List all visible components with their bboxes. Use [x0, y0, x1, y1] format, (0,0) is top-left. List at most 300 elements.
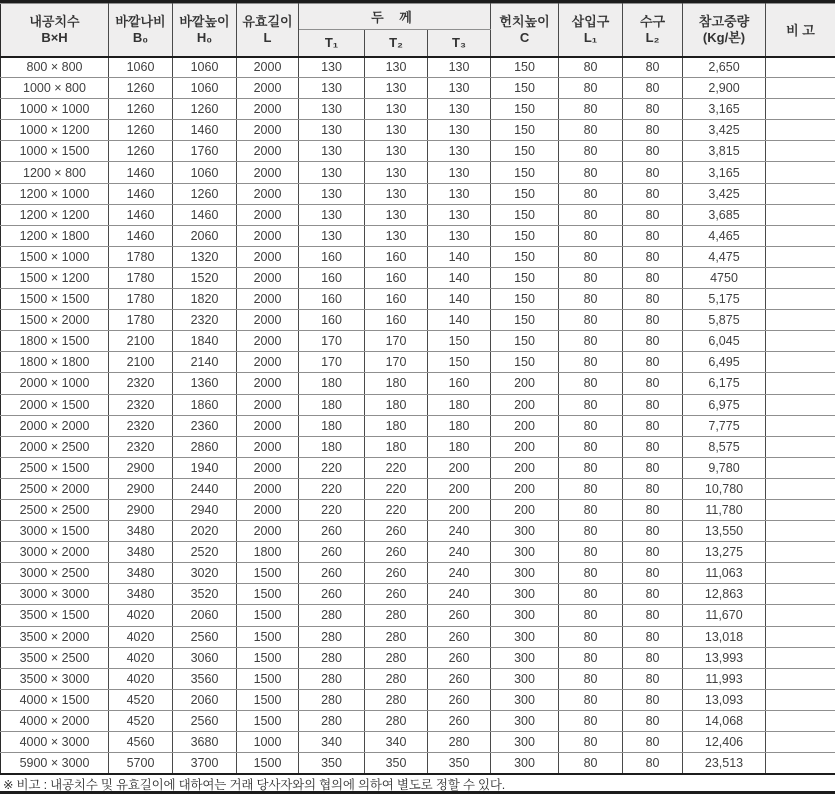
cell-l2: 80 [623, 183, 683, 204]
cell-t1: 170 [299, 352, 365, 373]
cell-c: 300 [491, 563, 559, 584]
cell-t3: 140 [428, 246, 491, 267]
cell-t1: 180 [299, 394, 365, 415]
cell-size: 3000 × 2500 [1, 563, 109, 584]
table-row [1, 668, 835, 689]
cell-remarks [766, 331, 835, 352]
header-remarks: 비 고 [766, 4, 835, 57]
cell-t3: 260 [428, 626, 491, 647]
cell-weight: 11,993 [683, 668, 766, 689]
cell-t1: 130 [299, 183, 365, 204]
cell-remarks [766, 204, 835, 225]
table-row [1, 99, 835, 120]
cell-b0: 1260 [109, 99, 173, 120]
cell-weight: 8,575 [683, 436, 766, 457]
cell-c: 150 [491, 310, 559, 331]
cell-t3: 130 [428, 162, 491, 183]
cell-t3: 140 [428, 289, 491, 310]
cell-weight: 13,093 [683, 689, 766, 710]
cell-remarks [766, 415, 835, 436]
cell-l1: 80 [559, 141, 623, 162]
cell-c: 150 [491, 204, 559, 225]
cell-weight: 6,495 [683, 352, 766, 373]
cell-b0: 2320 [109, 373, 173, 394]
cell-weight: 9,780 [683, 457, 766, 478]
cell-l1: 80 [559, 689, 623, 710]
cell-remarks [766, 394, 835, 415]
cell-t2: 260 [365, 542, 428, 563]
cell-l1: 80 [559, 204, 623, 225]
cell-b0: 3480 [109, 521, 173, 542]
cell-h0: 2440 [173, 478, 237, 499]
cell-c: 300 [491, 668, 559, 689]
header-size-symbol: B×H [41, 29, 68, 45]
cell-size: 1800 × 1800 [1, 352, 109, 373]
cell-t2: 260 [365, 521, 428, 542]
spec-table [0, 3, 835, 775]
table-row [1, 436, 835, 457]
cell-remarks [766, 647, 835, 668]
cell-remarks [766, 373, 835, 394]
table-row [1, 352, 835, 373]
cell-remarks [766, 542, 835, 563]
cell-remarks [766, 267, 835, 288]
cell-c: 150 [491, 352, 559, 373]
cell-t3: 180 [428, 436, 491, 457]
cell-c: 150 [491, 246, 559, 267]
cell-weight: 12,406 [683, 732, 766, 753]
cell-c: 300 [491, 753, 559, 774]
cell-t1: 180 [299, 415, 365, 436]
header-weight-unit: (Kg/본) [702, 29, 746, 45]
cell-t3: 130 [428, 141, 491, 162]
cell-l1: 80 [559, 457, 623, 478]
cell-weight: 11,063 [683, 563, 766, 584]
cell-h0: 2940 [173, 499, 237, 520]
cell-b0: 4560 [109, 732, 173, 753]
cell-size: 3000 × 2000 [1, 542, 109, 563]
cell-t2: 280 [365, 710, 428, 731]
cell-l1: 80 [559, 120, 623, 141]
cell-weight: 13,018 [683, 626, 766, 647]
cell-remarks [766, 99, 835, 120]
cell-weight: 6,045 [683, 331, 766, 352]
cell-t3: 200 [428, 499, 491, 520]
header-socket-label: 삽입구 [571, 13, 610, 29]
cell-size: 1200 × 1800 [1, 225, 109, 246]
cell-l: 2000 [237, 457, 299, 478]
cell-b0: 1060 [109, 57, 173, 78]
cell-h0: 1840 [173, 331, 237, 352]
cell-b0: 1460 [109, 225, 173, 246]
table-row [1, 689, 835, 710]
cell-l2: 80 [623, 753, 683, 774]
cell-l2: 80 [623, 542, 683, 563]
header-spigot [623, 4, 683, 57]
table-row [1, 478, 835, 499]
cell-l1: 80 [559, 225, 623, 246]
cell-l2: 80 [623, 668, 683, 689]
cell-b0: 4520 [109, 689, 173, 710]
cell-l1: 80 [559, 289, 623, 310]
cell-t1: 260 [299, 563, 365, 584]
header-t1: T₁ [299, 30, 365, 57]
cell-t2: 280 [365, 647, 428, 668]
cell-t2: 350 [365, 753, 428, 774]
cell-t3: 130 [428, 204, 491, 225]
cell-l2: 80 [623, 120, 683, 141]
cell-size: 2000 × 1500 [1, 394, 109, 415]
cell-t2: 130 [365, 99, 428, 120]
cell-l2: 80 [623, 225, 683, 246]
header-outer-height [173, 4, 237, 57]
cell-t3: 130 [428, 99, 491, 120]
cell-b0: 1780 [109, 310, 173, 331]
cell-remarks [766, 225, 835, 246]
table-row [1, 732, 835, 753]
cell-h0: 3020 [173, 563, 237, 584]
cell-b0: 2320 [109, 394, 173, 415]
cell-l: 2000 [237, 415, 299, 436]
cell-t3: 130 [428, 120, 491, 141]
header-t3: T₃ [428, 30, 491, 57]
cell-h0: 2860 [173, 436, 237, 457]
cell-l2: 80 [623, 647, 683, 668]
cell-weight: 6,175 [683, 373, 766, 394]
header-size [1, 4, 109, 57]
cell-c: 300 [491, 584, 559, 605]
cell-t2: 180 [365, 394, 428, 415]
cell-l: 2000 [237, 204, 299, 225]
cell-remarks [766, 436, 835, 457]
table-row [1, 521, 835, 542]
cell-l: 1500 [237, 689, 299, 710]
table-row [1, 563, 835, 584]
cell-l: 2000 [237, 99, 299, 120]
table-row [1, 267, 835, 288]
cell-size: 2000 × 1000 [1, 373, 109, 394]
table-row [1, 78, 835, 99]
table-row [1, 331, 835, 352]
cell-l1: 80 [559, 753, 623, 774]
cell-h0: 1260 [173, 183, 237, 204]
cell-t2: 130 [365, 225, 428, 246]
cell-weight: 13,275 [683, 542, 766, 563]
table-row [1, 310, 835, 331]
header-outer-height-symbol: H₀ [196, 29, 213, 45]
table-row [1, 542, 835, 563]
cell-remarks [766, 521, 835, 542]
cell-remarks [766, 668, 835, 689]
cell-size: 3500 × 3000 [1, 668, 109, 689]
cell-b0: 2900 [109, 457, 173, 478]
cell-remarks [766, 289, 835, 310]
cell-l1: 80 [559, 647, 623, 668]
cell-t2: 180 [365, 415, 428, 436]
cell-t2: 180 [365, 373, 428, 394]
cell-c: 150 [491, 141, 559, 162]
cell-l2: 80 [623, 373, 683, 394]
cell-l2: 80 [623, 732, 683, 753]
header-effective-length [237, 4, 299, 57]
cell-h0: 2560 [173, 626, 237, 647]
cell-t2: 280 [365, 689, 428, 710]
cell-c: 150 [491, 120, 559, 141]
cell-t2: 170 [365, 331, 428, 352]
cell-c: 150 [491, 99, 559, 120]
cell-size: 3500 × 2000 [1, 626, 109, 647]
cell-l: 1500 [237, 647, 299, 668]
cell-t3: 140 [428, 310, 491, 331]
cell-weight: 6,975 [683, 394, 766, 415]
cell-t2: 170 [365, 352, 428, 373]
cell-c: 200 [491, 436, 559, 457]
cell-l1: 80 [559, 267, 623, 288]
cell-l2: 80 [623, 436, 683, 457]
cell-t3: 200 [428, 457, 491, 478]
cell-t2: 280 [365, 668, 428, 689]
cell-l: 2000 [237, 436, 299, 457]
header-thickness-group: 두 께 [299, 4, 491, 30]
cell-l: 2000 [237, 394, 299, 415]
cell-size: 4000 × 1500 [1, 689, 109, 710]
cell-h0: 1260 [173, 99, 237, 120]
cell-remarks [766, 753, 835, 774]
cell-l1: 80 [559, 521, 623, 542]
cell-size: 2000 × 2500 [1, 436, 109, 457]
cell-size: 1000 × 1500 [1, 141, 109, 162]
cell-t1: 260 [299, 521, 365, 542]
table-row [1, 162, 835, 183]
cell-b0: 2100 [109, 352, 173, 373]
cell-l2: 80 [623, 289, 683, 310]
cell-remarks [766, 352, 835, 373]
cell-l: 1000 [237, 732, 299, 753]
table-body [1, 57, 835, 774]
cell-b0: 1460 [109, 204, 173, 225]
cell-l1: 80 [559, 478, 623, 499]
cell-t2: 280 [365, 605, 428, 626]
cell-weight: 2,650 [683, 57, 766, 78]
cell-remarks [766, 183, 835, 204]
cell-c: 300 [491, 521, 559, 542]
cell-t3: 260 [428, 605, 491, 626]
cell-t2: 340 [365, 732, 428, 753]
cell-l1: 80 [559, 563, 623, 584]
cell-l2: 80 [623, 563, 683, 584]
cell-b0: 1780 [109, 289, 173, 310]
cell-t3: 150 [428, 352, 491, 373]
cell-c: 200 [491, 457, 559, 478]
cell-l2: 80 [623, 457, 683, 478]
cell-l1: 80 [559, 415, 623, 436]
cell-size: 3500 × 2500 [1, 647, 109, 668]
cell-t2: 220 [365, 499, 428, 520]
cell-l2: 80 [623, 204, 683, 225]
header-outer-width [109, 4, 173, 57]
cell-t2: 130 [365, 162, 428, 183]
table-row [1, 183, 835, 204]
cell-t3: 150 [428, 331, 491, 352]
table-row [1, 394, 835, 415]
cell-c: 150 [491, 289, 559, 310]
cell-l1: 80 [559, 57, 623, 78]
cell-c: 300 [491, 542, 559, 563]
table-row [1, 204, 835, 225]
cell-remarks [766, 57, 835, 78]
cell-l: 2000 [237, 289, 299, 310]
cell-t2: 160 [365, 310, 428, 331]
cell-size: 4000 × 2000 [1, 710, 109, 731]
cell-t1: 280 [299, 689, 365, 710]
cell-h0: 1320 [173, 246, 237, 267]
cell-t1: 130 [299, 141, 365, 162]
cell-l1: 80 [559, 246, 623, 267]
cell-c: 300 [491, 626, 559, 647]
cell-t2: 160 [365, 267, 428, 288]
cell-l: 2000 [237, 57, 299, 78]
cell-weight: 13,550 [683, 521, 766, 542]
cell-h0: 1820 [173, 289, 237, 310]
cell-weight: 11,780 [683, 499, 766, 520]
cell-weight: 4,475 [683, 246, 766, 267]
cell-l1: 80 [559, 310, 623, 331]
cell-c: 300 [491, 647, 559, 668]
cell-h0: 1360 [173, 373, 237, 394]
cell-h0: 3060 [173, 647, 237, 668]
cell-c: 150 [491, 162, 559, 183]
cell-b0: 3480 [109, 542, 173, 563]
table-row [1, 457, 835, 478]
cell-t3: 130 [428, 183, 491, 204]
cell-weight: 23,513 [683, 753, 766, 774]
table-row [1, 57, 835, 78]
cell-size: 2500 × 1500 [1, 457, 109, 478]
cell-c: 150 [491, 267, 559, 288]
header-outer-height-label: 바깥높이 [179, 13, 230, 29]
cell-h0: 1460 [173, 204, 237, 225]
cell-l1: 80 [559, 78, 623, 99]
cell-size: 1500 × 2000 [1, 310, 109, 331]
header-haunch-height-label: 헌치높이 [499, 13, 550, 29]
cell-c: 200 [491, 394, 559, 415]
cell-b0: 1260 [109, 120, 173, 141]
cell-l2: 80 [623, 267, 683, 288]
table-row [1, 225, 835, 246]
cell-t2: 220 [365, 457, 428, 478]
cell-l: 2000 [237, 331, 299, 352]
cell-h0: 2320 [173, 310, 237, 331]
cell-h0: 2060 [173, 225, 237, 246]
cell-l2: 80 [623, 310, 683, 331]
cell-h0: 1060 [173, 57, 237, 78]
header-socket-symbol: L₁ [583, 29, 598, 45]
cell-size: 1500 × 1200 [1, 267, 109, 288]
cell-remarks [766, 78, 835, 99]
cell-h0: 2520 [173, 542, 237, 563]
cell-t3: 240 [428, 521, 491, 542]
cell-t3: 280 [428, 732, 491, 753]
table-row [1, 710, 835, 731]
cell-size: 1800 × 1500 [1, 331, 109, 352]
cell-t2: 260 [365, 584, 428, 605]
table-row [1, 753, 835, 774]
cell-t1: 130 [299, 225, 365, 246]
cell-remarks [766, 141, 835, 162]
cell-remarks [766, 626, 835, 647]
cell-l2: 80 [623, 605, 683, 626]
cell-weight: 3,425 [683, 183, 766, 204]
cell-l: 1500 [237, 710, 299, 731]
cell-c: 200 [491, 478, 559, 499]
cell-l: 2000 [237, 120, 299, 141]
header-spigot-label: 수구 [639, 13, 666, 29]
cell-l: 2000 [237, 141, 299, 162]
cell-l2: 80 [623, 99, 683, 120]
cell-b0: 3480 [109, 584, 173, 605]
cell-size: 2500 × 2000 [1, 478, 109, 499]
cell-b0: 2320 [109, 415, 173, 436]
cell-t3: 240 [428, 584, 491, 605]
cell-b0: 4020 [109, 647, 173, 668]
cell-remarks [766, 689, 835, 710]
cell-l1: 80 [559, 668, 623, 689]
cell-h0: 3560 [173, 668, 237, 689]
cell-t2: 180 [365, 436, 428, 457]
cell-weight: 12,863 [683, 584, 766, 605]
cell-c: 150 [491, 183, 559, 204]
cell-l: 2000 [237, 373, 299, 394]
cell-b0: 1460 [109, 162, 173, 183]
cell-t1: 220 [299, 457, 365, 478]
header-weight-label: 참고중량 [698, 13, 750, 29]
table-row [1, 499, 835, 520]
cell-t3: 180 [428, 394, 491, 415]
cell-t3: 260 [428, 710, 491, 731]
cell-t1: 340 [299, 732, 365, 753]
cell-weight: 2,900 [683, 78, 766, 99]
header-haunch-height-symbol: C [519, 29, 530, 45]
cell-c: 300 [491, 689, 559, 710]
cell-t1: 350 [299, 753, 365, 774]
cell-t1: 160 [299, 267, 365, 288]
cell-h0: 3680 [173, 732, 237, 753]
cell-size: 1200 × 1200 [1, 204, 109, 225]
cell-size: 2000 × 2000 [1, 415, 109, 436]
cell-remarks [766, 120, 835, 141]
cell-l1: 80 [559, 710, 623, 731]
cell-l2: 80 [623, 521, 683, 542]
cell-t1: 220 [299, 478, 365, 499]
cell-b0: 5700 [109, 753, 173, 774]
cell-c: 150 [491, 331, 559, 352]
table-row [1, 246, 835, 267]
cell-remarks [766, 605, 835, 626]
cell-t1: 130 [299, 204, 365, 225]
cell-remarks [766, 584, 835, 605]
cell-b0: 2320 [109, 436, 173, 457]
cell-l: 1500 [237, 626, 299, 647]
cell-b0: 2100 [109, 331, 173, 352]
cell-l1: 80 [559, 183, 623, 204]
header-t2: T₂ [365, 30, 428, 57]
cell-h0: 2060 [173, 689, 237, 710]
cell-t3: 260 [428, 647, 491, 668]
cell-l: 2000 [237, 478, 299, 499]
cell-t3: 130 [428, 78, 491, 99]
cell-h0: 1860 [173, 394, 237, 415]
cell-b0: 3480 [109, 563, 173, 584]
